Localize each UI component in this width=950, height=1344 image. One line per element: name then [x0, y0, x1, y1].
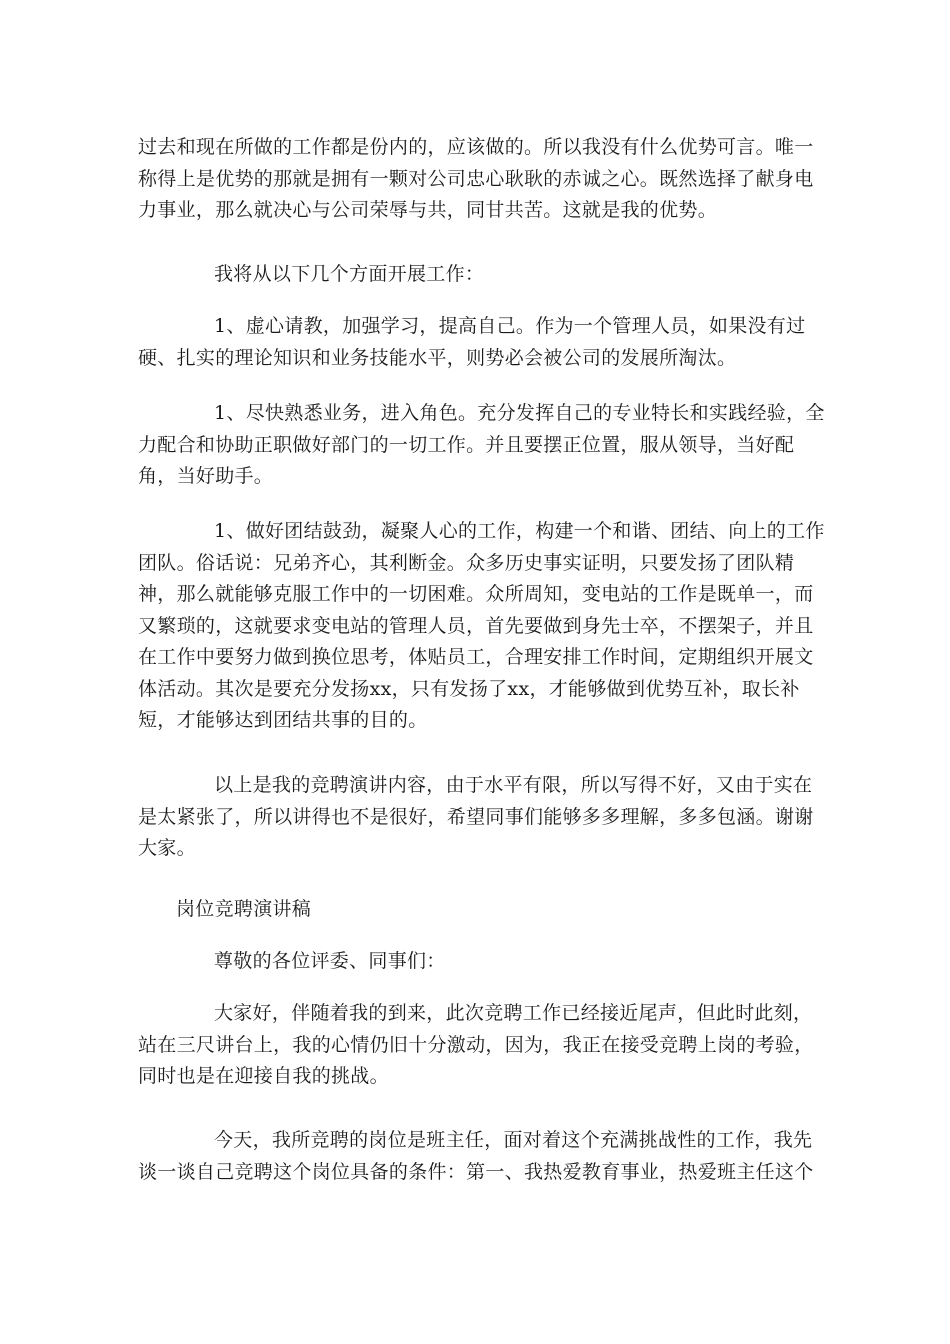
paragraph-advantage: 过去和现在所做的工作都是份内的，应该做的。所以我没有什么优势可言。唯一称得上是优势的那就是拥有一颗对公司忠心耿耿的赤诚之心。既然选择了献身电力事业，那么就决心与公司荣辱与共，同甘共苦。这就是我的优势。 — [138, 136, 814, 221]
paragraph-point-study: 1、虚心请教，加强学习，提高自己。作为一个管理人员，如果没有过硬、扎实的理论知识和业务技能水平，则势必会被公司的发展所淘汰。 — [138, 315, 806, 369]
paragraph-point-business: 1、尽快熟悉业务，进入角色。充分发挥自己的专业特长和实践经验，全力配合和协助正职做好部门的一切工作。并且要摆正位置，服从领导，当好配角，当好助手。 — [138, 402, 825, 487]
paragraph-closing: 以上是我的竞聘演讲内容，由于水平有限，所以写得不好，又由于实在是太紧张了，所以讲得也不是很好，希望同事们能够多多理解，多多包涵。谢谢大家。 — [138, 774, 814, 859]
section-title: 岗位竞聘演讲稿 — [176, 898, 312, 920]
paragraph-salutation: 尊敬的各位评委、同事们： — [214, 950, 446, 972]
paragraph-point-teamwork: 1、做好团结鼓劲，凝聚人心的工作，构建一个和谐、团结、向上的工作团队。俗话说：兄弟齐心，其利断金。众多历史事实证明，只要发扬了团队精神，那么就能够克服工作中的一切困难。众所周知，变电站的工作是既单一，而又繁琐的，这就要求变电站的管理人员，首先要做到身先士卒，不摆架子，并且在工作中要努力做到换位思考，体贴员工，合理安排工作时间，定期组织开展文体活动。其次是要充分发扬xx，只有发扬了xx，才能够做到优势互补，取长补短，才能够达到团结共事的目的。 — [138, 520, 825, 731]
paragraph-position: 今天，我所竞聘的岗位是班主任，面对着这个充满挑战性的工作，我先谈一谈自己竞聘这个岗位具备的条件：第一、我热爱教育事业，热爱班主任这个 — [138, 1129, 814, 1183]
paragraph-work-intro: 我将从以下几个方面开展工作： — [214, 263, 485, 285]
paragraph-greeting: 大家好，伴随着我的到来，此次竞聘工作已经接近尾声，但此时此刻，站在三尺讲台上，我的心情仍旧十分激动，因为，我正在接受竞聘上岗的考验，同时也是在迎接自我的挑战。 — [138, 1002, 814, 1087]
